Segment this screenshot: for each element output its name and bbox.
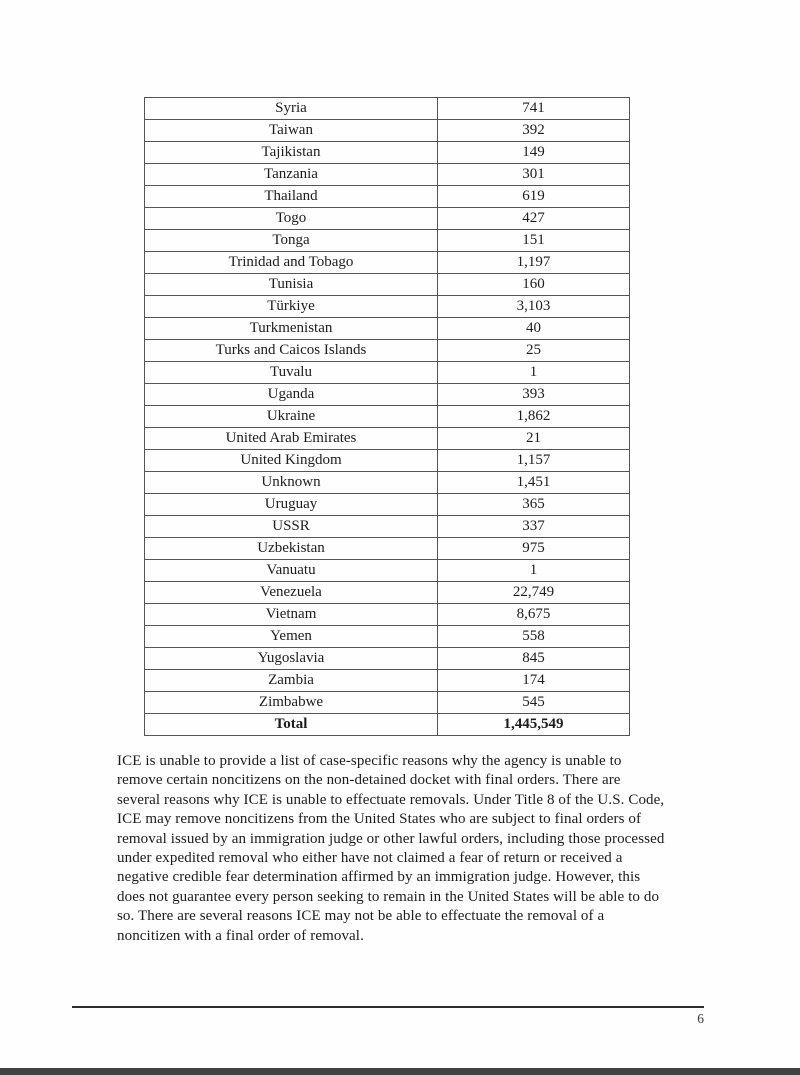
country-cell: Uganda [145,384,438,406]
table-row [145,252,630,274]
country-cell: Tajikistan [145,142,438,164]
country-cell: Turkmenistan [145,318,438,340]
country-cell: Zambia [145,670,438,692]
count-cell: 545 [438,692,630,714]
table-row [145,604,630,626]
table-row [145,560,630,582]
table-row [145,340,630,362]
country-table-body [145,98,630,736]
bottom-edge-bar [0,1068,800,1075]
paragraph-line: several reasons why ICE is unable to effectuate removals. Under Title 8 of the U.S. Code, [117,791,665,808]
country-cell: Unknown [145,472,438,494]
country-cell: Zimbabwe [145,692,438,714]
count-cell: 174 [438,670,630,692]
table-row [145,670,630,692]
count-cell: 25 [438,340,630,362]
count-cell: 393 [438,384,630,406]
table-row [145,692,630,714]
country-cell: Tuvalu [145,362,438,384]
country-cell: Türkiye [145,296,438,318]
table-row [145,208,630,230]
table-row [145,230,630,252]
table-row [145,274,630,296]
table-row [145,120,630,142]
body-paragraph [117,752,717,946]
paragraph-line: remove certain noncitizens on the non-detained docket with final orders. There are [117,772,621,789]
paragraph-line: ICE is unable to provide a list of case-specific reasons why the agency is unable to [117,753,622,769]
table-row [145,494,630,516]
table-row [145,648,630,670]
country-cell: Vietnam [145,604,438,626]
country-count-table [144,97,630,736]
table-row [145,516,630,538]
country-cell: Turks and Caicos Islands [145,340,438,362]
paragraph-line: ICE may remove noncitizens from the United States who are subject to final orders of [117,811,642,828]
count-cell: 741 [438,98,630,120]
paragraph-line: does not guarantee every person seeking to remain in the United States will be able to do [117,888,660,905]
count-cell: 21 [438,428,630,450]
table-row [145,318,630,340]
count-cell: 1 [438,560,630,582]
table-total-row [145,714,630,736]
country-cell: United Arab Emirates [145,428,438,450]
table-row [145,164,630,186]
table-row [145,384,630,406]
country-cell: Yugoslavia [145,648,438,670]
count-cell: 1 [438,362,630,384]
table-row [145,296,630,318]
count-cell: 151 [438,230,630,252]
country-cell: Thailand [145,186,438,208]
paragraph-line: noncitizen with a final order of removal. [117,927,364,944]
paragraph-line: negative credible fear determination affirmed by an immigration judge. However, this [117,869,641,886]
country-cell: Uzbekistan [145,538,438,560]
count-cell: 149 [438,142,630,164]
count-cell: 301 [438,164,630,186]
table-row [145,450,630,472]
country-cell: Ukraine [145,406,438,428]
table-row [145,626,630,648]
table-row [145,98,630,120]
count-cell: 427 [438,208,630,230]
count-cell: 40 [438,318,630,340]
count-cell: 558 [438,626,630,648]
table-row [145,582,630,604]
count-cell: 337 [438,516,630,538]
count-cell: 22,749 [438,582,630,604]
table-row [145,406,630,428]
table-row [145,428,630,450]
count-cell: 1,157 [438,450,630,472]
total-label-cell: Total [145,714,438,736]
paragraph-line: removal issued by an immigration judge or other lawful orders, including those processed [117,830,665,847]
count-cell: 392 [438,120,630,142]
paragraph-line: so. There are several reasons ICE may not be able to effectuate the removal of a [117,908,605,925]
count-cell: 1,862 [438,406,630,428]
country-cell: Syria [145,98,438,120]
table-row [145,472,630,494]
count-cell: 975 [438,538,630,560]
country-cell: USSR [145,516,438,538]
country-cell: United Kingdom [145,450,438,472]
page-number: 6 [697,1011,704,1026]
country-cell: Taiwan [145,120,438,142]
country-cell: Venezuela [145,582,438,604]
count-cell: 845 [438,648,630,670]
country-cell: Uruguay [145,494,438,516]
country-cell: Tonga [145,230,438,252]
table-row [145,538,630,560]
country-cell: Yemen [145,626,438,648]
total-value-cell: 1,445,549 [438,714,630,736]
country-cell: Togo [145,208,438,230]
table-row [145,186,630,208]
count-cell: 3,103 [438,296,630,318]
count-cell: 8,675 [438,604,630,626]
count-cell: 160 [438,274,630,296]
country-cell: Tanzania [145,164,438,186]
table-row [145,362,630,384]
count-cell: 1,197 [438,252,630,274]
country-cell: Tunisia [145,274,438,296]
country-cell: Vanuatu [145,560,438,582]
country-cell: Trinidad and Tobago [145,252,438,274]
count-cell: 619 [438,186,630,208]
table-row [145,142,630,164]
count-cell: 1,451 [438,472,630,494]
count-cell: 365 [438,494,630,516]
paragraph-line: under expedited removal who either have not claimed a fear of return or received a [117,850,623,867]
footer-divider [72,1006,704,1008]
